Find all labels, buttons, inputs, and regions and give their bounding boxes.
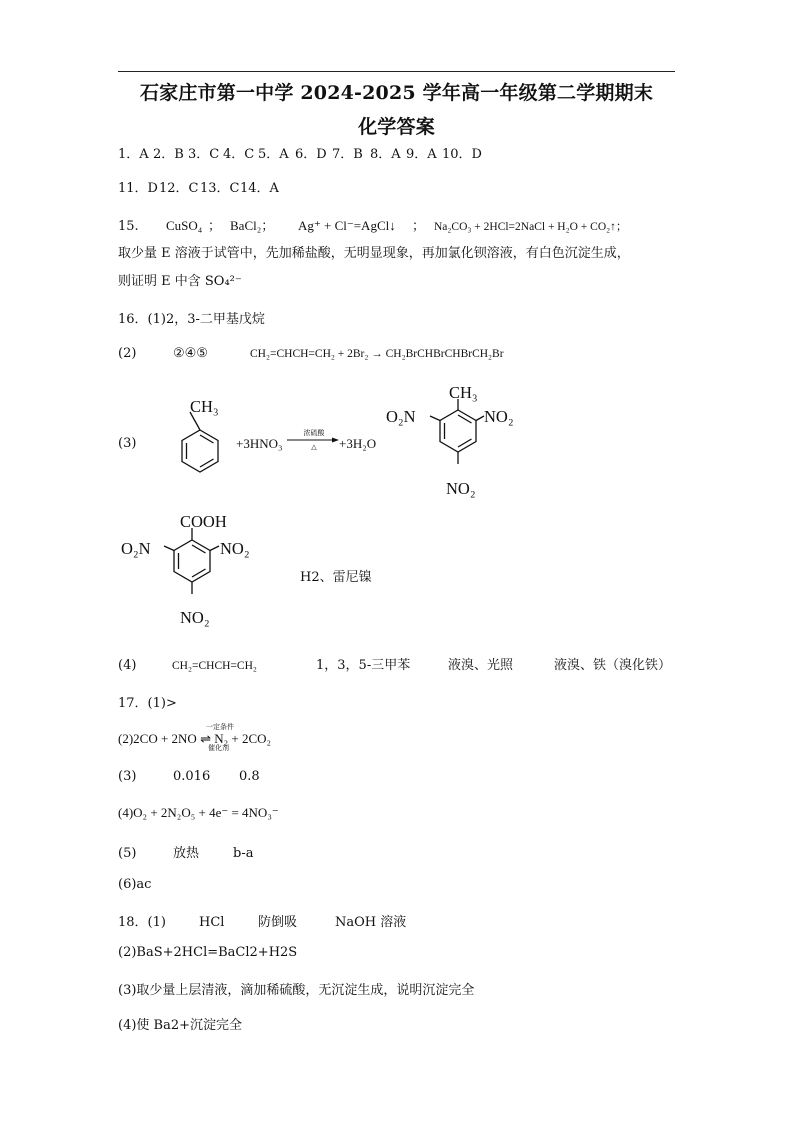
q16-part-4-label: (4) — [118, 658, 137, 673]
q18-part-1 — [118, 911, 406, 930]
tnt-structure — [380, 380, 540, 505]
q17-part-1: 17．(1)> — [118, 696, 177, 711]
q16-part-3-label: (3) — [118, 436, 137, 451]
q16-condition-top: 浓硫酸 — [303, 429, 325, 437]
q18-part-4: (4)使 Ba2+沉淀完全 — [118, 1018, 243, 1033]
q16-part-4 — [118, 654, 671, 673]
q15-line-1 — [118, 215, 627, 234]
q16-part-1: 16．(1)2，3-二甲基戊烷 — [118, 312, 265, 327]
q15-formula-2: BaCl₂； — [230, 218, 275, 233]
tnt-methyl-label: CH₃ — [449, 383, 478, 402]
q16-part-2-label: (2) — [118, 346, 137, 361]
answer-item: 2．B — [153, 147, 184, 162]
benzene-ring — [182, 430, 218, 472]
answer-item: 12．C — [159, 181, 199, 196]
q15-number: 15. — [118, 219, 139, 234]
answer-item: 9．A — [406, 147, 437, 162]
q17-part-5-answer-b: b-a — [233, 846, 254, 861]
tnb-nitro-left: O₂N — [121, 539, 151, 558]
q17-part-3 — [118, 769, 260, 784]
q16-part-4-answer-a: 1，3，5-三甲苯 — [316, 658, 411, 673]
q16-part-2-equation: CH₂=CHCH=CH₂ + 2Br₂ → CH₂BrCHBrCHBrCH₂Br — [250, 348, 504, 360]
q17-condition-top: 一定条件 — [206, 723, 234, 731]
q18-part-1-answer-c: NaOH 溶液 — [335, 915, 407, 930]
answer-item: 4．C — [223, 147, 255, 162]
q15-line-2: 取少量 E 溶液于试管中，先加稀盐酸，无明显现象，再加氯化钡溶液，有白色沉淀生成， — [118, 246, 630, 261]
page-title: 石家庄市第一中学 2024-2025 学年高一年级第二学期期末 — [139, 82, 654, 104]
q17-part-4: (4)O₂ + 2N₂O₅ + 4e⁻ = 4NO₃⁻ — [118, 805, 279, 820]
q17-condition-bottom: 催化剂 — [208, 744, 229, 752]
answer-item: 6．D — [295, 147, 327, 162]
q15-equation: Na₂CO₃ + 2HCl=2NaCl + H₂O + CO₂↑； — [434, 221, 628, 233]
toluene-structure — [170, 392, 240, 488]
q16-part-4-answer-c: 液溴、铁（溴化铁） — [554, 658, 672, 673]
q18-part-1-label: 18．(1) — [118, 915, 166, 930]
q17-part-3-answer-a: 0.016 — [173, 769, 211, 784]
q18-part-1-answer-a: HCl — [199, 915, 225, 930]
q18-part-2: (2)BaS+2HCl=BaCl2+H2S — [118, 945, 298, 960]
q16-part-4-formula: CH₂=CHCH=CH₂ — [172, 660, 257, 672]
answer-item: 5．A — [258, 147, 289, 162]
q17-part-6: (6)ac — [118, 877, 152, 892]
q15-separator: ； — [208, 219, 222, 234]
answer-item: 13．C — [200, 181, 240, 196]
q16-reagent: +3HNO₃ — [236, 436, 283, 451]
answer-item: 7．B — [332, 147, 363, 162]
q18-part-1-answer-b: 防倒吸 — [258, 915, 298, 930]
q16-part-4-answer-b: 液溴、光照 — [448, 658, 514, 673]
trinitrobenzoic-acid-structure — [118, 508, 278, 633]
toluene-methyl-label: CH₃ — [190, 397, 219, 416]
tnt-nitro-right: NO₂ — [484, 407, 514, 426]
q16-condition-bottom: △ — [311, 443, 317, 451]
q17-part-3-label: (3) — [118, 769, 137, 784]
tnb-nitro-right: NO₂ — [220, 539, 250, 558]
q15-line-3: 则证明 E 中含 SO₄²⁻ — [118, 274, 242, 289]
answers-row-1 — [118, 143, 482, 162]
q15-separator: ； — [412, 219, 426, 234]
benzene-ring — [440, 410, 476, 452]
benzene-ring — [174, 540, 210, 582]
q18-part-3: (3)取少量上层清液，滴加稀硫酸，无沉淀生成，说明沉淀完全 — [118, 983, 475, 998]
q17-part-3-answer-b: 0.8 — [239, 769, 260, 784]
answers-row-2 — [118, 177, 279, 196]
answer-item: 10．D — [442, 147, 482, 162]
q16-product-water: +3H₂O — [339, 436, 377, 451]
tnt-nitro-left: O₂N — [386, 407, 416, 426]
answer-item: 14．A — [240, 181, 279, 196]
answer-item: 8．A — [370, 147, 401, 162]
q17-part-5-answer-a: 放热 — [173, 846, 200, 861]
q17-part-5 — [118, 842, 253, 861]
q16-part-3-reagent: H2、雷尼镍 — [300, 570, 372, 585]
answer-item: 1．A — [118, 147, 149, 162]
answer-item: 11．D — [118, 181, 158, 196]
q15-formula-1: CuSO₄ — [166, 218, 203, 233]
carboxyl-label: COOH — [180, 512, 227, 531]
answer-item: 3．C — [188, 147, 220, 162]
page-subtitle: 化学答案 — [358, 116, 435, 138]
header-rule — [118, 71, 675, 72]
q16-part-2-choices: ②④⑤ — [173, 346, 208, 361]
q15-ionic-equation: Ag⁺ + Cl⁻=AgCl↓ — [298, 218, 396, 233]
q17-part-2: (2)2CO + 2NO ⇌ N₂ + 2CO₂ — [118, 731, 272, 746]
q17-part-5-label: (5) — [118, 846, 137, 861]
tnb-nitro-bottom: NO₂ — [180, 608, 210, 627]
tnt-nitro-bottom: NO₂ — [446, 479, 476, 498]
q16-part-2 — [118, 346, 504, 361]
